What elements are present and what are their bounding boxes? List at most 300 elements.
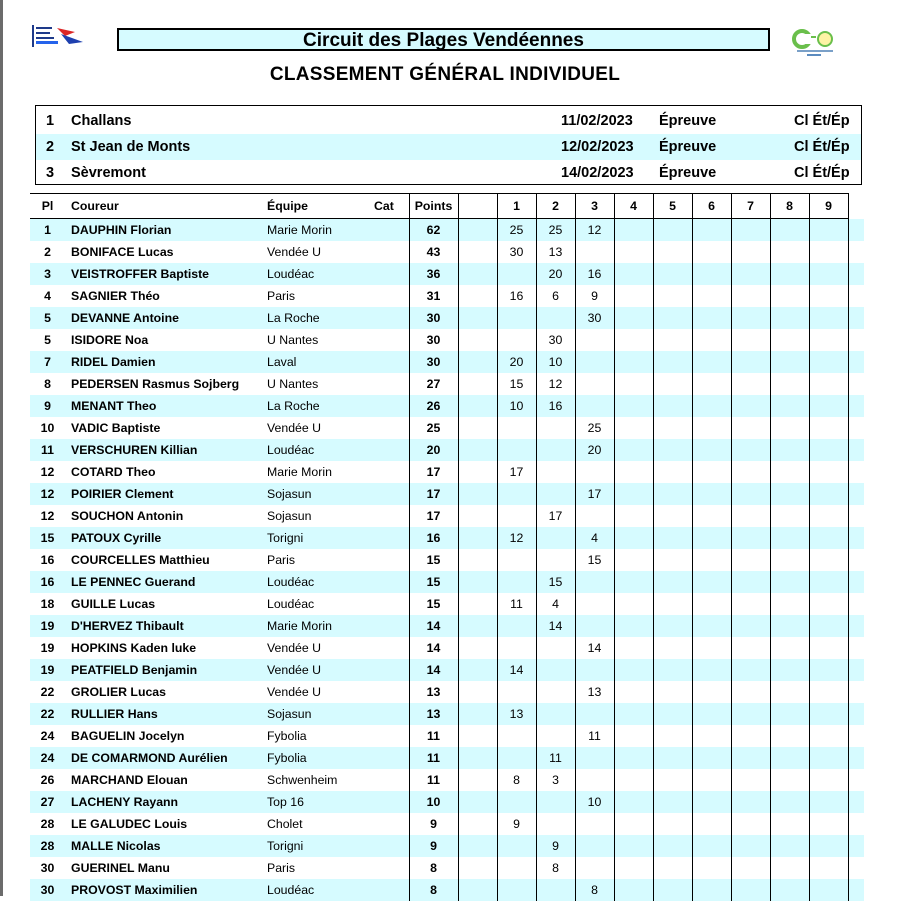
- category-cell: [374, 505, 409, 527]
- stage-score-cell: [497, 417, 536, 439]
- stage-score-cell: [692, 857, 731, 879]
- stage-score-cell: [575, 659, 614, 681]
- rank-cell: 26: [30, 769, 65, 791]
- category-cell: [374, 395, 409, 417]
- header-stage: 4: [614, 194, 653, 219]
- stage-score-cell: [536, 439, 575, 461]
- stage-score-cell: [692, 527, 731, 549]
- stage-score-cell: [809, 329, 848, 351]
- header-spacer: [458, 194, 497, 219]
- rider-name-cell: GUERINEL Manu: [65, 857, 261, 879]
- stage-score-cell: [653, 549, 692, 571]
- category-cell: [374, 439, 409, 461]
- stage-score-cell: [653, 241, 692, 263]
- stage-score-cell: [809, 505, 848, 527]
- stage-score-cell: [653, 439, 692, 461]
- club-logo: [791, 26, 839, 58]
- stage-score-cell: [497, 615, 536, 637]
- stage-score-cell: 10: [497, 395, 536, 417]
- stage-score-cell: [692, 659, 731, 681]
- points-cell: 31: [409, 285, 458, 307]
- points-cell: 30: [409, 307, 458, 329]
- team-cell: Vendée U: [261, 241, 374, 263]
- tail-cell: [848, 417, 864, 439]
- spacer-cell: [458, 791, 497, 813]
- stage-score-cell: [614, 505, 653, 527]
- table-row: [30, 725, 864, 747]
- rank-cell: 19: [30, 615, 65, 637]
- header-pl: Pl: [30, 194, 65, 219]
- stage-score-cell: [614, 747, 653, 769]
- stage-score-cell: [614, 219, 653, 242]
- stage-score-cell: [770, 395, 809, 417]
- tail-cell: [848, 329, 864, 351]
- stage-score-cell: [575, 703, 614, 725]
- tail-cell: [848, 373, 864, 395]
- tail-cell: [848, 483, 864, 505]
- team-cell: La Roche: [261, 395, 374, 417]
- stage-score-cell: 4: [536, 593, 575, 615]
- stage-score-cell: [731, 615, 770, 637]
- stage-score-cell: 13: [575, 681, 614, 703]
- stage-score-cell: 25: [536, 219, 575, 242]
- stage-score-cell: [770, 263, 809, 285]
- stage-score-cell: 16: [575, 263, 614, 285]
- rider-name-cell: RULLIER Hans: [65, 703, 261, 725]
- stage-score-cell: [575, 571, 614, 593]
- stage-score-cell: 20: [536, 263, 575, 285]
- stage-score-cell: 12: [575, 219, 614, 242]
- stage-score-cell: [614, 307, 653, 329]
- stage-score-cell: [692, 263, 731, 285]
- stage-score-cell: [614, 263, 653, 285]
- tail-cell: [848, 351, 864, 373]
- rank-cell: 10: [30, 417, 65, 439]
- stage-score-cell: [731, 769, 770, 791]
- rider-name-cell: VADIC Baptiste: [65, 417, 261, 439]
- spacer-cell: [458, 813, 497, 835]
- stage-score-cell: [497, 791, 536, 813]
- stage-score-cell: [809, 615, 848, 637]
- stage-score-cell: [653, 483, 692, 505]
- category-cell: [374, 747, 409, 769]
- stage-score-cell: [653, 329, 692, 351]
- spacer-cell: [458, 879, 497, 901]
- team-cell: Fybolia: [261, 747, 374, 769]
- stage-score-cell: 14: [497, 659, 536, 681]
- stage-score-cell: [770, 703, 809, 725]
- header-rider: Coureur: [65, 194, 261, 219]
- event-place: St Jean de Monts: [71, 134, 190, 160]
- stage-score-cell: 12: [536, 373, 575, 395]
- points-cell: 25: [409, 417, 458, 439]
- event-place: Sèvremont: [71, 160, 146, 186]
- stage-score-cell: [770, 681, 809, 703]
- stage-score-cell: [692, 417, 731, 439]
- tail-cell: [848, 879, 864, 901]
- stage-score-cell: [614, 725, 653, 747]
- category-cell: [374, 285, 409, 307]
- stage-score-cell: [614, 483, 653, 505]
- category-cell: [374, 373, 409, 395]
- page-edge: [0, 0, 3, 896]
- spacer-cell: [458, 725, 497, 747]
- header-stage: 8: [770, 194, 809, 219]
- header-team: Équipe: [261, 194, 374, 219]
- rank-cell: 16: [30, 549, 65, 571]
- stage-score-cell: [692, 329, 731, 351]
- points-cell: 15: [409, 549, 458, 571]
- stage-score-cell: [770, 835, 809, 857]
- stage-score-cell: [692, 703, 731, 725]
- tail-cell: [848, 593, 864, 615]
- stage-score-cell: [809, 395, 848, 417]
- rank-cell: 22: [30, 703, 65, 725]
- table-row: [30, 769, 864, 791]
- stage-score-cell: [692, 835, 731, 857]
- team-cell: Schwenheim: [261, 769, 374, 791]
- team-cell: Vendée U: [261, 681, 374, 703]
- stage-score-cell: [731, 637, 770, 659]
- header-cat: Cat: [374, 194, 409, 219]
- table-row: [30, 263, 864, 285]
- tail-cell: [848, 241, 864, 263]
- category-cell: [374, 307, 409, 329]
- team-cell: La Roche: [261, 307, 374, 329]
- rank-cell: 28: [30, 835, 65, 857]
- stage-score-cell: 30: [575, 307, 614, 329]
- table-row: [30, 747, 864, 769]
- stage-score-cell: [614, 879, 653, 901]
- stage-score-cell: [614, 241, 653, 263]
- spacer-cell: [458, 615, 497, 637]
- table-row: [30, 593, 864, 615]
- event-row: [36, 160, 861, 186]
- stage-score-cell: [731, 329, 770, 351]
- team-cell: Fybolia: [261, 725, 374, 747]
- rank-cell: 5: [30, 307, 65, 329]
- stage-score-cell: [536, 791, 575, 813]
- stage-score-cell: [809, 241, 848, 263]
- category-cell: [374, 241, 409, 263]
- table-row: [30, 813, 864, 835]
- stage-score-cell: [809, 835, 848, 857]
- stage-score-cell: [770, 549, 809, 571]
- stage-score-cell: 20: [497, 351, 536, 373]
- stage-score-cell: [575, 241, 614, 263]
- category-cell: [374, 417, 409, 439]
- stage-score-cell: 14: [536, 615, 575, 637]
- tail-cell: [848, 813, 864, 835]
- spacer-cell: [458, 373, 497, 395]
- stage-score-cell: [809, 747, 848, 769]
- tail-cell: [848, 769, 864, 791]
- stage-score-cell: [770, 417, 809, 439]
- stage-score-cell: [731, 307, 770, 329]
- stage-score-cell: [614, 659, 653, 681]
- points-cell: 13: [409, 681, 458, 703]
- rider-name-cell: VEISTROFFER Baptiste: [65, 263, 261, 285]
- stage-score-cell: [809, 351, 848, 373]
- stage-score-cell: [809, 681, 848, 703]
- stage-score-cell: 3: [536, 769, 575, 791]
- stage-score-cell: [692, 637, 731, 659]
- stage-score-cell: 10: [536, 351, 575, 373]
- rank-cell: 16: [30, 571, 65, 593]
- stage-score-cell: [809, 461, 848, 483]
- points-cell: 11: [409, 769, 458, 791]
- stage-score-cell: [653, 263, 692, 285]
- stage-score-cell: [692, 439, 731, 461]
- event-number: 2: [46, 134, 54, 160]
- points-cell: 10: [409, 791, 458, 813]
- stage-score-cell: [731, 813, 770, 835]
- table-row: [30, 417, 864, 439]
- table-row: [30, 791, 864, 813]
- stage-score-cell: [692, 241, 731, 263]
- event-classification: Cl Ét/Ép: [794, 134, 850, 160]
- stage-score-cell: [653, 681, 692, 703]
- stage-score-cell: [653, 417, 692, 439]
- stage-score-cell: 13: [536, 241, 575, 263]
- points-cell: 20: [409, 439, 458, 461]
- stage-score-cell: [770, 527, 809, 549]
- stage-score-cell: [692, 373, 731, 395]
- team-cell: Laval: [261, 351, 374, 373]
- stage-score-cell: [809, 219, 848, 242]
- stage-score-cell: [731, 417, 770, 439]
- spacer-cell: [458, 659, 497, 681]
- category-cell: [374, 835, 409, 857]
- rank-cell: 28: [30, 813, 65, 835]
- spacer-cell: [458, 835, 497, 857]
- stage-score-cell: [692, 307, 731, 329]
- stage-score-cell: [692, 791, 731, 813]
- rider-name-cell: VERSCHUREN Killian: [65, 439, 261, 461]
- stage-score-cell: [731, 373, 770, 395]
- rider-name-cell: BONIFACE Lucas: [65, 241, 261, 263]
- stage-score-cell: [770, 571, 809, 593]
- stage-score-cell: 6: [536, 285, 575, 307]
- stage-score-cell: [731, 571, 770, 593]
- team-cell: U Nantes: [261, 329, 374, 351]
- federation-logo: [31, 24, 87, 50]
- points-cell: 43: [409, 241, 458, 263]
- points-cell: 15: [409, 593, 458, 615]
- stage-score-cell: [575, 835, 614, 857]
- points-cell: 16: [409, 527, 458, 549]
- stage-score-cell: [809, 879, 848, 901]
- tail-cell: [848, 659, 864, 681]
- rank-cell: 19: [30, 659, 65, 681]
- points-cell: 30: [409, 351, 458, 373]
- rider-name-cell: GUILLE Lucas: [65, 593, 261, 615]
- stage-score-cell: [653, 505, 692, 527]
- team-cell: Sojasun: [261, 703, 374, 725]
- team-cell: Torigni: [261, 835, 374, 857]
- rank-cell: 12: [30, 505, 65, 527]
- stage-score-cell: [575, 747, 614, 769]
- stage-score-cell: [614, 417, 653, 439]
- stage-score-cell: [575, 373, 614, 395]
- stage-score-cell: [614, 615, 653, 637]
- stage-score-cell: [770, 813, 809, 835]
- tail-cell: [848, 725, 864, 747]
- stage-score-cell: [536, 813, 575, 835]
- stage-score-cell: [731, 681, 770, 703]
- stage-score-cell: [731, 835, 770, 857]
- stage-score-cell: [770, 483, 809, 505]
- rider-name-cell: POIRIER Clement: [65, 483, 261, 505]
- stage-score-cell: [536, 703, 575, 725]
- stage-score-cell: [653, 571, 692, 593]
- stage-score-cell: [809, 373, 848, 395]
- header-stage: 1: [497, 194, 536, 219]
- stage-score-cell: 14: [575, 637, 614, 659]
- stage-score-cell: [536, 879, 575, 901]
- stage-score-cell: [692, 615, 731, 637]
- spacer-cell: [458, 329, 497, 351]
- stage-score-cell: [614, 549, 653, 571]
- stage-score-cell: [731, 505, 770, 527]
- spacer-cell: [458, 241, 497, 263]
- stage-score-cell: [809, 637, 848, 659]
- stage-score-cell: [575, 329, 614, 351]
- points-cell: 17: [409, 483, 458, 505]
- stage-score-cell: [653, 659, 692, 681]
- rider-name-cell: PEDERSEN Rasmus Sojberg: [65, 373, 261, 395]
- spacer-cell: [458, 769, 497, 791]
- stage-score-cell: [731, 703, 770, 725]
- spacer-cell: [458, 483, 497, 505]
- rank-cell: 11: [30, 439, 65, 461]
- stage-score-cell: [770, 373, 809, 395]
- spacer-cell: [458, 439, 497, 461]
- stage-score-cell: [770, 461, 809, 483]
- points-cell: 26: [409, 395, 458, 417]
- points-cell: 9: [409, 835, 458, 857]
- spacer-cell: [458, 637, 497, 659]
- rider-name-cell: LE GALUDEC Louis: [65, 813, 261, 835]
- category-cell: [374, 879, 409, 901]
- stage-score-cell: [770, 351, 809, 373]
- stage-score-cell: 25: [575, 417, 614, 439]
- rank-cell: 5: [30, 329, 65, 351]
- rider-name-cell: COTARD Theo: [65, 461, 261, 483]
- tail-cell: [848, 219, 864, 242]
- stage-score-cell: [692, 219, 731, 242]
- tail-cell: [848, 637, 864, 659]
- stage-score-cell: 15: [575, 549, 614, 571]
- stage-score-cell: [731, 791, 770, 813]
- stage-score-cell: [497, 857, 536, 879]
- category-cell: [374, 813, 409, 835]
- rank-cell: 24: [30, 747, 65, 769]
- category-cell: [374, 769, 409, 791]
- stage-score-cell: 13: [497, 703, 536, 725]
- stage-score-cell: [497, 439, 536, 461]
- spacer-cell: [458, 461, 497, 483]
- table-row: [30, 461, 864, 483]
- stage-score-cell: [692, 725, 731, 747]
- standings-body: [30, 219, 864, 901]
- stage-score-cell: [731, 241, 770, 263]
- stage-score-cell: [536, 681, 575, 703]
- stage-score-cell: [809, 791, 848, 813]
- team-cell: Vendée U: [261, 659, 374, 681]
- stage-score-cell: [575, 505, 614, 527]
- rank-cell: 27: [30, 791, 65, 813]
- stage-score-cell: [536, 549, 575, 571]
- table-row: [30, 857, 864, 879]
- stage-score-cell: [614, 681, 653, 703]
- stage-score-cell: [770, 725, 809, 747]
- table-row: [30, 373, 864, 395]
- stage-score-cell: [809, 439, 848, 461]
- stage-score-cell: [692, 879, 731, 901]
- rider-name-cell: PEATFIELD Benjamin: [65, 659, 261, 681]
- stage-score-cell: [692, 813, 731, 835]
- stage-score-cell: [575, 615, 614, 637]
- stage-score-cell: [731, 879, 770, 901]
- stage-score-cell: [770, 307, 809, 329]
- event-number: 3: [46, 160, 54, 186]
- stage-score-cell: 4: [575, 527, 614, 549]
- rider-name-cell: BAGUELIN Jocelyn: [65, 725, 261, 747]
- stage-score-cell: [809, 571, 848, 593]
- stage-score-cell: 16: [536, 395, 575, 417]
- event-classification: Cl Ét/Ép: [794, 108, 850, 134]
- spacer-cell: [458, 681, 497, 703]
- stage-score-cell: [731, 549, 770, 571]
- stage-score-cell: [614, 285, 653, 307]
- spacer-cell: [458, 417, 497, 439]
- stage-score-cell: [809, 857, 848, 879]
- category-cell: [374, 219, 409, 242]
- rider-name-cell: PATOUX Cyrille: [65, 527, 261, 549]
- tail-cell: [848, 791, 864, 813]
- category-cell: [374, 263, 409, 285]
- stage-score-cell: [731, 593, 770, 615]
- stage-score-cell: [614, 461, 653, 483]
- stage-score-cell: [653, 307, 692, 329]
- stage-score-cell: [809, 813, 848, 835]
- rider-name-cell: MARCHAND Elouan: [65, 769, 261, 791]
- stage-score-cell: 9: [497, 813, 536, 835]
- stage-score-cell: [536, 725, 575, 747]
- team-cell: Loudéac: [261, 879, 374, 901]
- rank-cell: 3: [30, 263, 65, 285]
- team-cell: Paris: [261, 285, 374, 307]
- stage-score-cell: [770, 241, 809, 263]
- stage-score-cell: [497, 725, 536, 747]
- rider-name-cell: PROVOST Maximilien: [65, 879, 261, 901]
- tail-cell: [848, 461, 864, 483]
- stage-score-cell: 25: [497, 219, 536, 242]
- stage-score-cell: [653, 285, 692, 307]
- rank-cell: 22: [30, 681, 65, 703]
- stage-score-cell: [770, 747, 809, 769]
- stage-score-cell: [731, 263, 770, 285]
- rank-cell: 1: [30, 219, 65, 242]
- stage-score-cell: [770, 791, 809, 813]
- rank-cell: 15: [30, 527, 65, 549]
- stage-score-cell: [614, 373, 653, 395]
- category-cell: [374, 571, 409, 593]
- tail-cell: [848, 857, 864, 879]
- stage-score-cell: [692, 769, 731, 791]
- points-cell: 9: [409, 813, 458, 835]
